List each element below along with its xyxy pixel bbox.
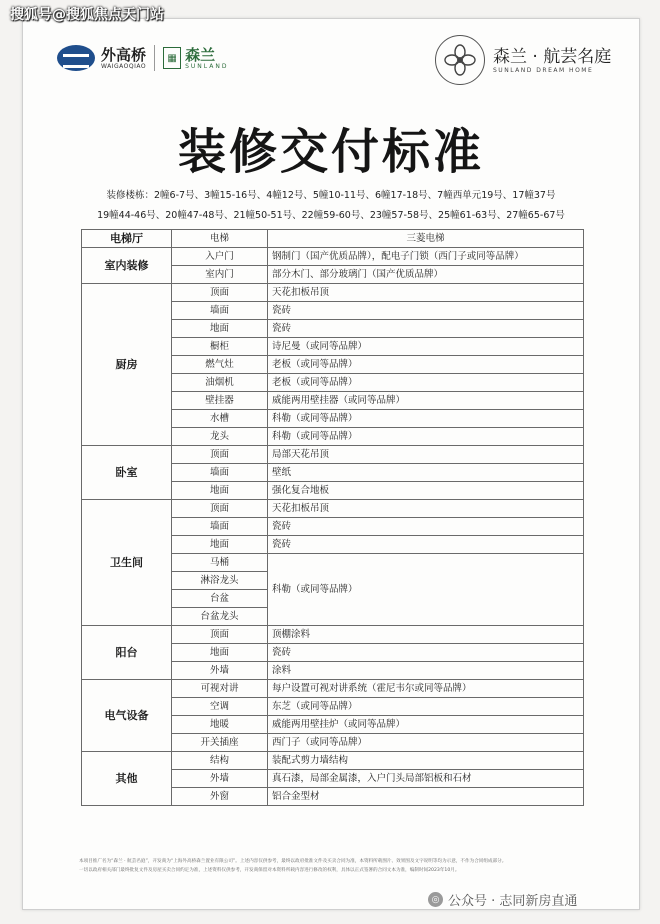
spec-table: [81, 229, 584, 806]
spec-cell: 装配式剪力墙结构: [268, 752, 584, 770]
buildings-line-1: 装修楼栋：2幢6-7号、3幢15-16号、4幢12号、5幢10-11号、6幢17-18号、7幢西单元19号、17幢37号: [106, 190, 556, 201]
document-sheet: [22, 18, 640, 910]
item-cell: 橱柜: [172, 338, 268, 356]
item-cell: 顶面: [172, 284, 268, 302]
project-wordmark: [493, 47, 611, 74]
category-cell: 其他: [82, 752, 172, 806]
item-cell: 可视对讲: [172, 680, 268, 698]
waigaoqiao-cn: 外高桥: [101, 45, 147, 64]
item-cell: 燃气灶: [172, 356, 268, 374]
spec-cell: 瓷砖: [268, 320, 584, 338]
item-cell: 顶面: [172, 626, 268, 644]
item-cell: 龙头: [172, 428, 268, 446]
spec-cell: 每户设置可视对讲系统（霍尼韦尔或同等品牌）: [268, 680, 584, 698]
waigaoqiao-logo-icon: [57, 45, 95, 71]
table-row: [82, 284, 584, 302]
spec-cell: 科勒（或同等品牌）: [268, 428, 584, 446]
item-cell: 地暖: [172, 716, 268, 734]
item-cell: 地面: [172, 536, 268, 554]
item-cell: 台盆龙头: [172, 608, 268, 626]
table-row: [82, 500, 584, 518]
spec-cell: 天花扣板吊顶: [268, 500, 584, 518]
spec-cell: 瓷砖: [268, 644, 584, 662]
spec-cell: 东芝（或同等品牌）: [268, 698, 584, 716]
spec-cell: 科勒（或同等品牌）: [268, 410, 584, 428]
spec-cell: 真石漆，局部金属漆，入户门头局部铝板和石材: [268, 770, 584, 788]
senlan-logo-icon: ▦: [163, 47, 181, 69]
category-cell: 卧室: [82, 446, 172, 500]
item-cell: 空调: [172, 698, 268, 716]
project-logo: [435, 35, 611, 85]
senlan-en: SUNLAND: [185, 62, 229, 70]
item-cell: 结构: [172, 752, 268, 770]
waigaoqiao-wordmark: [101, 47, 146, 70]
table-row: [82, 248, 584, 266]
spec-cell: 局部天花吊顶: [268, 446, 584, 464]
watermark-text: 搜狐号@搜狐焦点天门站: [10, 7, 164, 23]
header: [23, 19, 639, 109]
item-cell: 顶面: [172, 500, 268, 518]
header-cell-1: 电梯厅: [82, 230, 172, 248]
spec-cell: 老板（或同等品牌）: [268, 374, 584, 392]
spec-cell: 壁纸: [268, 464, 584, 482]
item-cell: 油烟机: [172, 374, 268, 392]
category-cell: 阳台: [82, 626, 172, 680]
wechat-account: [428, 890, 577, 909]
category-cell: 电气设备: [82, 680, 172, 752]
spec-cell: 强化复合地板: [268, 482, 584, 500]
item-cell: 水槽: [172, 410, 268, 428]
spec-cell: 威能两用壁挂炉（或同等品牌）: [268, 716, 584, 734]
spec-cell: 天花扣板吊顶: [268, 284, 584, 302]
spec-cell: 涂料: [268, 662, 584, 680]
waigaoqiao-en: WAIGAOQIAO: [101, 62, 147, 70]
item-cell: 顶面: [172, 446, 268, 464]
table-row: [82, 626, 584, 644]
category-cell: 室内装修: [82, 248, 172, 284]
table-row: [82, 446, 584, 464]
spec-cell: 诗尼曼（或同等品牌）: [268, 338, 584, 356]
item-cell: 外墙: [172, 770, 268, 788]
disclaimer-line-2: 一切以政府相关部门最终批复文件及房屋买卖合同约定为准，上述资料仅供参考，开发商保留对本资料所载内容进行修改的权利，具体以正式签署的合同文本为准，编制时间2023年10月。: [79, 868, 460, 873]
flower-emblem-icon: [435, 35, 485, 85]
senlan-wordmark: [185, 47, 228, 70]
item-cell: 室内门: [172, 266, 268, 284]
page-title: 装修交付标准: [177, 124, 484, 180]
spec-cell: 瓷砖: [268, 536, 584, 554]
project-name-cn: 森兰 · 航芸名庭: [493, 46, 612, 67]
table-row: [82, 680, 584, 698]
item-cell: 地面: [172, 320, 268, 338]
project-name-en: SUNLAND DREAM HOME: [493, 66, 594, 74]
item-cell: 地面: [172, 482, 268, 500]
spec-cell: 科勒（或同等品牌）: [268, 554, 584, 626]
spec-cell: 铝合金型材: [268, 788, 584, 806]
item-cell: 台盆: [172, 590, 268, 608]
spec-table-body: [82, 230, 584, 806]
item-cell: 地面: [172, 644, 268, 662]
developer-logos: [57, 45, 228, 71]
disclaimer: [79, 857, 585, 875]
category-cell: 卫生间: [82, 500, 172, 626]
spec-cell: 部分木门、部分玻璃门（国产优质品牌）: [268, 266, 584, 284]
item-cell: 外墙: [172, 662, 268, 680]
disclaimer-line-1: 本项目推广名为“森兰 · 航芸名庭”，开发商为“上海外高桥森兰置业有限公司”。上述内容仅供参考，最终以政府批准文件及买卖合同为准，本资料所载图片、效果图及文字说明等均为示意，不作为合同组成部分。: [79, 859, 507, 864]
wechat-icon: ◎: [428, 892, 443, 907]
item-cell: 外窗: [172, 788, 268, 806]
header-cell-3: 三菱电梯: [268, 230, 584, 248]
spec-cell: 老板（或同等品牌）: [268, 356, 584, 374]
spec-cell: 西门子（或同等品牌）: [268, 734, 584, 752]
item-cell: 开关插座: [172, 734, 268, 752]
category-cell: 厨房: [82, 284, 172, 446]
item-cell: 淋浴龙头: [172, 572, 268, 590]
spec-cell: 威能两用壁挂器（或同等品牌）: [268, 392, 584, 410]
table-row: [82, 752, 584, 770]
wechat-label: 公众号 · 志同新房直通: [448, 894, 578, 909]
buildings-line-2: 19幢44-46号、20幢47-48号、21幢50-51号、22幢59-60号、23幢57-58号、25幢61-63号、27幢65-67号: [97, 210, 565, 221]
item-cell: 壁挂器: [172, 392, 268, 410]
spec-cell: 钢制门（国产优质品牌），配电子门锁（西门子或同等品牌）: [268, 248, 584, 266]
item-cell: 入户门: [172, 248, 268, 266]
item-cell: 墙面: [172, 464, 268, 482]
item-cell: 墙面: [172, 302, 268, 320]
spec-cell: 顶棚涂料: [268, 626, 584, 644]
header-cell-2: 电梯: [172, 230, 268, 248]
spec-cell: 瓷砖: [268, 302, 584, 320]
item-cell: 马桶: [172, 554, 268, 572]
senlan-cn: 森兰: [185, 45, 216, 64]
logo-divider: [154, 45, 155, 71]
item-cell: 墙面: [172, 518, 268, 536]
table-header-row: [82, 230, 584, 248]
spec-cell: 瓷砖: [268, 518, 584, 536]
